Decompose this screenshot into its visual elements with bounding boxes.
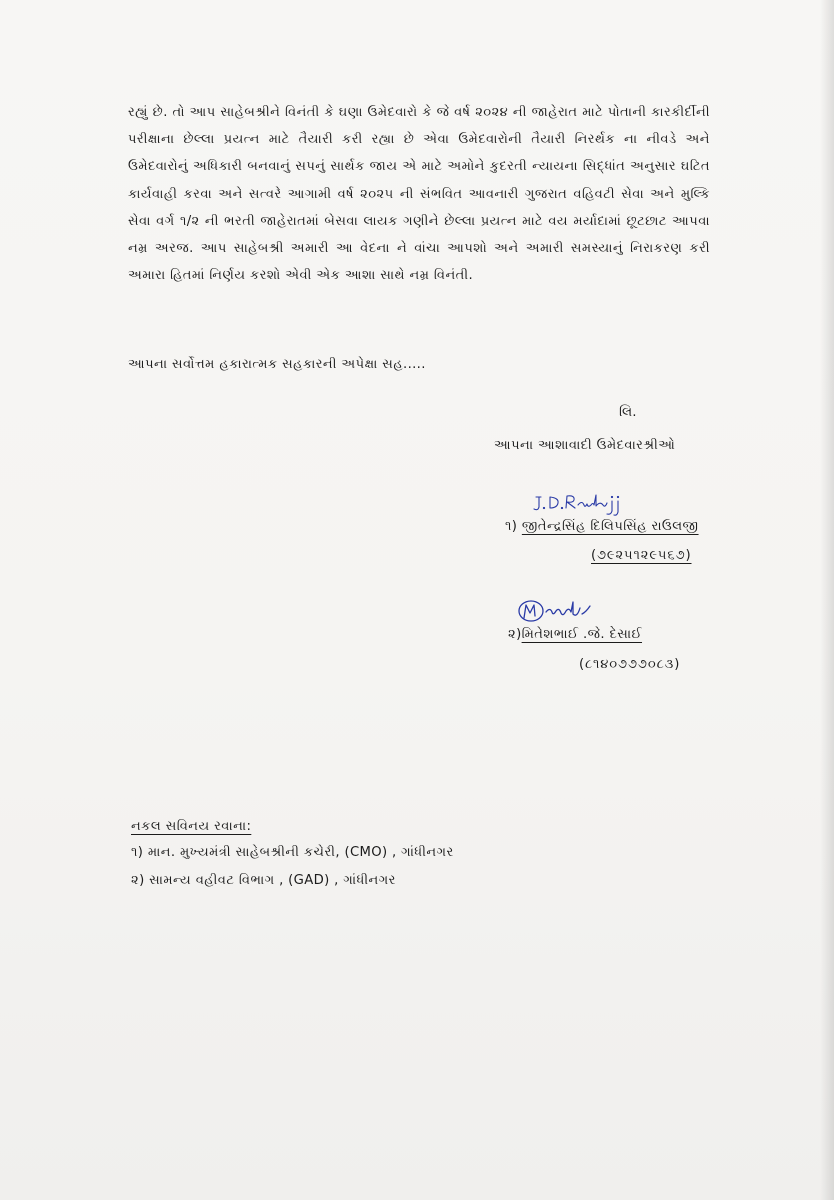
signature-2-image — [516, 594, 600, 626]
sender-prefix: લિ. — [619, 404, 637, 420]
body-line: રહ્યું છે. તો આપ સાહેબશ્રીને વિનંતી કે ઘણા ઉમેદવારો કે જે વર્ષ ૨૦૨૪ ની જાહેરાત માટે પોતાની — [128, 105, 647, 120]
signer-1-number: ૧) — [505, 519, 518, 534]
body-line: છેલ્લા પ્રયત્ન માટે વય મર્યાદામાં છૂટછાટ આપવા નમ્ર અરજ. આપ સાહેબશ્રી અમારી આ વેદના ને — [128, 213, 711, 257]
body-line: સાથે નમ્ર વિનંતી. — [380, 268, 474, 284]
body-line: ગુજરાત વહિવટી સેવા અને મુલ્કિ સેવા વર્ગ ૧/૨ ની ભરતી જાહેરાતમાં બેસવા લાયક ગણીને — [128, 186, 710, 229]
copy-to-heading: નકલ સવિનય રવાના: — [131, 819, 252, 834]
copy-to-item: ૨) સામન્ય વહીવટ વિભાગ , (GAD) , ગાંધીનગર — [131, 873, 396, 888]
signer-2-name-text: મિતેશભાઈ .જે. દેસાઈ — [521, 627, 643, 642]
signer-1-phone — [591, 548, 692, 563]
body-line: કારકીર્દીની પરીક્ષાના છેલ્લા પ્રયત્ન માટે તૈયારી કરી રહ્યા છે એવા ઉમેદવારોની તૈયારી નિરર્થક ના — [128, 105, 710, 148]
signer-2-name — [508, 627, 642, 642]
copy-to-item: ૧) માન. મુખ્યમંત્રી સાહેબશ્રીની કચેરી, (CMO) , ગાંધીનગર — [131, 845, 454, 860]
signer-1-phone-text: (૭૯૨૫૧૨૯૫૬૭) — [591, 548, 692, 563]
signer-2-phone: (૮૧૪૦૭૭૭૦૮૩) — [579, 657, 681, 672]
body-line: વાંચા આપશો અને અમારી સમસ્યાનું નિરાકરણ કરી અમારા હિતમાં નિર્ણય કરશો એવી એક આશા — [128, 241, 711, 284]
signer-1-name-text: જીતેન્દ્રસિંહ દિલિપસિંહ રાઉલજી — [521, 519, 699, 534]
signer-2-number: ૨) — [508, 627, 522, 642]
body-line: નીવડે અને ઉમેદવારોનું અધિકારી બનવાનું સપનું સાર્થક જાય એ માટે અમોને કુદરતી ન્યાયના — [128, 132, 710, 175]
letter-body — [128, 99, 710, 289]
signer-1-name — [505, 519, 699, 534]
closing-line: આપના સર્વોત્તમ હકારાત્મક સહકારની અપેક્ષા સહ..... — [128, 357, 426, 372]
sender-label: આપના આશાવાદી ઉમેદવારશ્રીઓ — [494, 438, 676, 453]
signature-1-image — [532, 489, 692, 519]
body-line: સિદ્ધાંત અનુસાર ઘટિત કાર્યવાહી કરવા અને સત્વરે આગામી વર્ષ ૨૦૨૫ ની સંભવિત આવનારી — [128, 159, 710, 202]
